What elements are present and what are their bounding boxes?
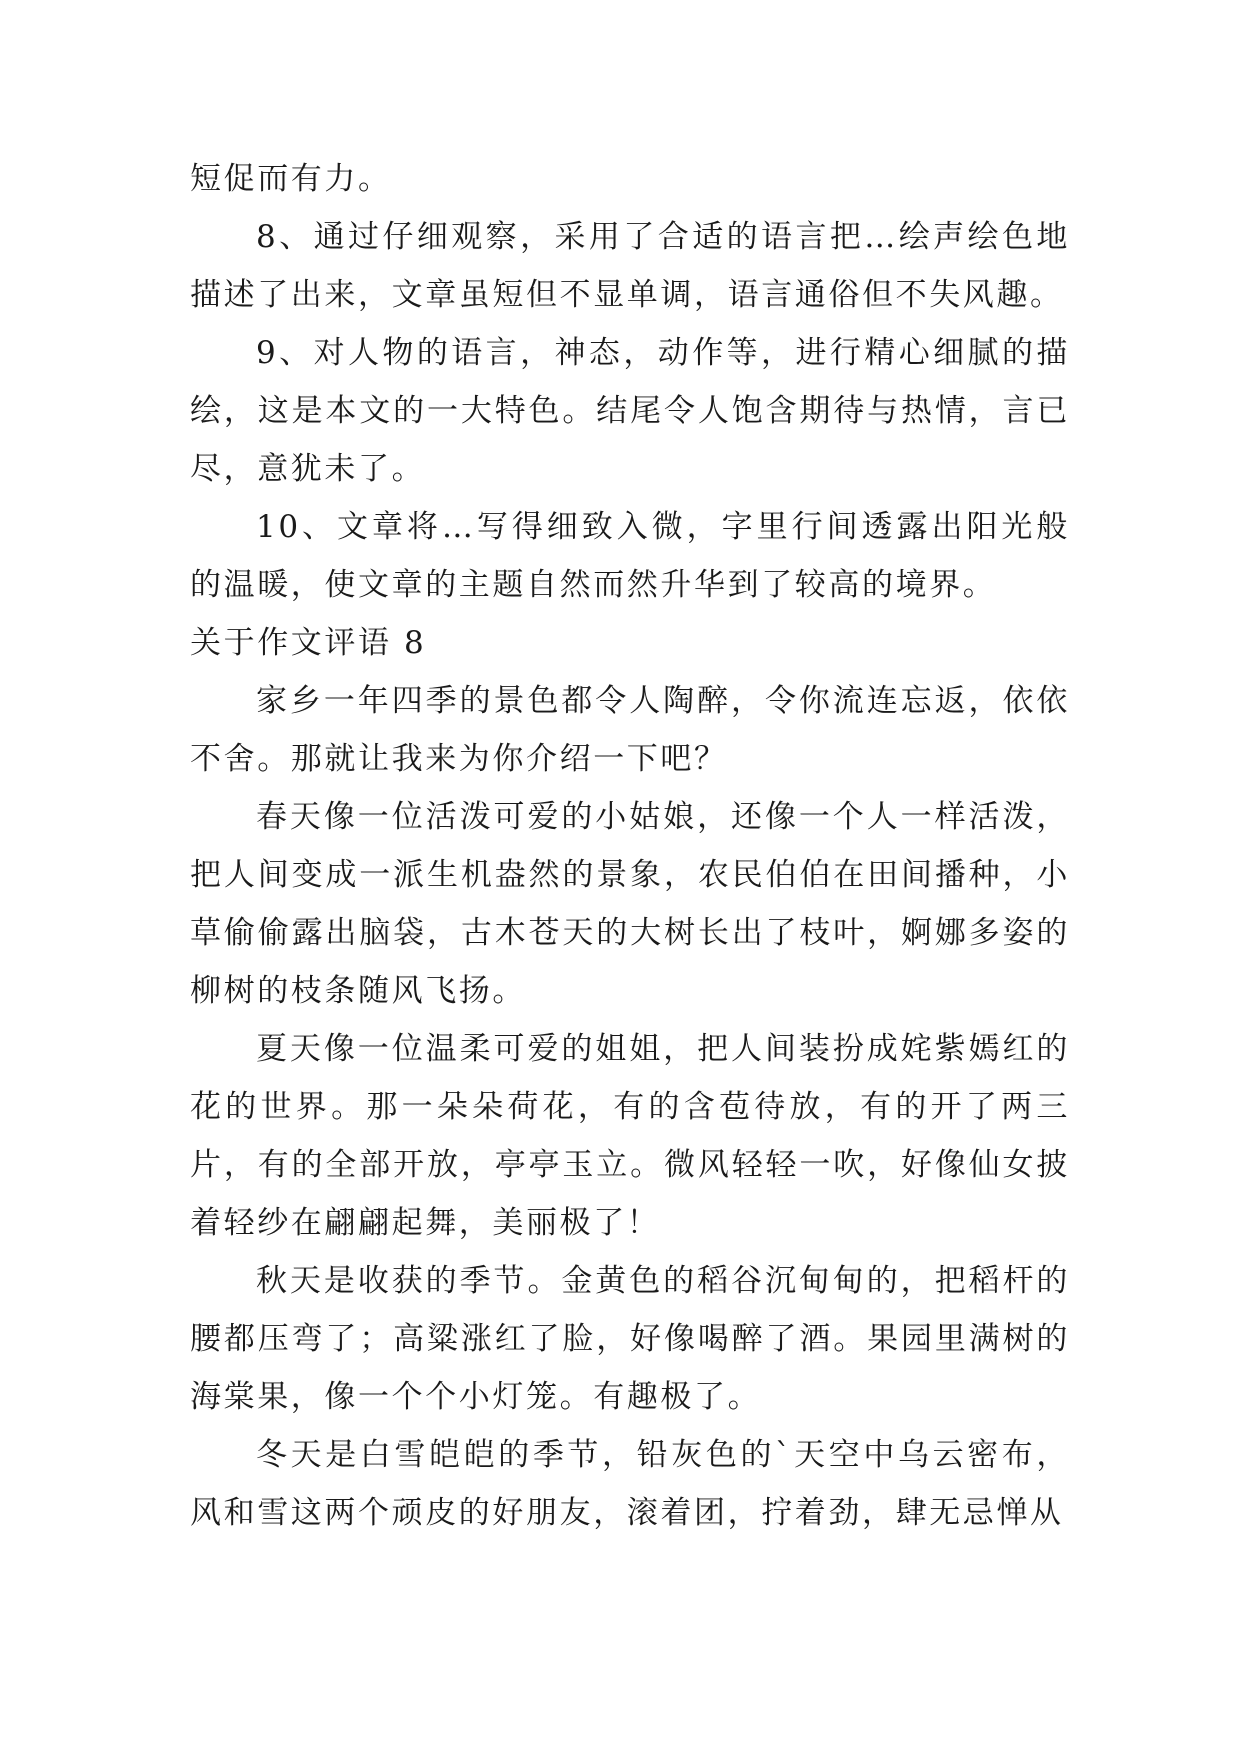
essay-winter: 冬天是白雪皑皑的季节，铅灰色的`天空中乌云密布，风和雪这两个顽皮的好朋友，滚着团，拧着劲，肆无忌惮从 <box>190 1437 1070 1531</box>
essay-summer: 夏天像一位温柔可爱的姐姐，把人间装扮成姹紫嫣红的花的世界。那一朵朵荷花，有的含苞待放，有的开了两三片，有的全部开放，亭亭玉立。微风轻轻一吹，好像仙女披着轻纱在翩翩起舞，美丽极了！ <box>190 1031 1070 1241</box>
comment-10: 10、文章将…写得细致入微，字里行间透露出阳光般的温暖，使文章的主题自然而然升华到了较高的境界。 <box>190 509 1070 603</box>
paragraph-continuation: 短促而有力。 <box>190 161 392 197</box>
essay-autumn: 秋天是收获的季节。金黄色的稻谷沉甸甸的，把稻杆的腰都压弯了；高粱涨红了脸，好像喝醉了酒。果园里满树的海棠果，像一个个小灯笼。有趣极了。 <box>190 1263 1070 1415</box>
document-body <box>190 150 1070 1542</box>
essay-spring: 春天像一位活泼可爱的小姑娘，还像一个人一样活泼，把人间变成一派生机盎然的景象，农民伯伯在田间播种，小草偷偷露出脑袋，古木苍天的大树长出了枝叶，婀娜多姿的柳树的枝条随风飞扬。 <box>190 799 1070 1009</box>
comment-9: 9、对人物的语言，神态，动作等，进行精心细腻的描绘，这是本文的一大特色。结尾令人饱含期待与热情，言已尽，意犹未了。 <box>190 335 1070 487</box>
section-heading: 关于作文评语 8 <box>190 625 427 661</box>
comment-8: 8、通过仔细观察，采用了合适的语言把…绘声绘色地描述了出来，文章虽短但不显单调，语言通俗但不失风趣。 <box>190 219 1070 313</box>
essay-intro: 家乡一年四季的景色都令人陶醉，令你流连忘返，依依不舍。那就让我来为你介绍一下吧？ <box>190 683 1070 777</box>
